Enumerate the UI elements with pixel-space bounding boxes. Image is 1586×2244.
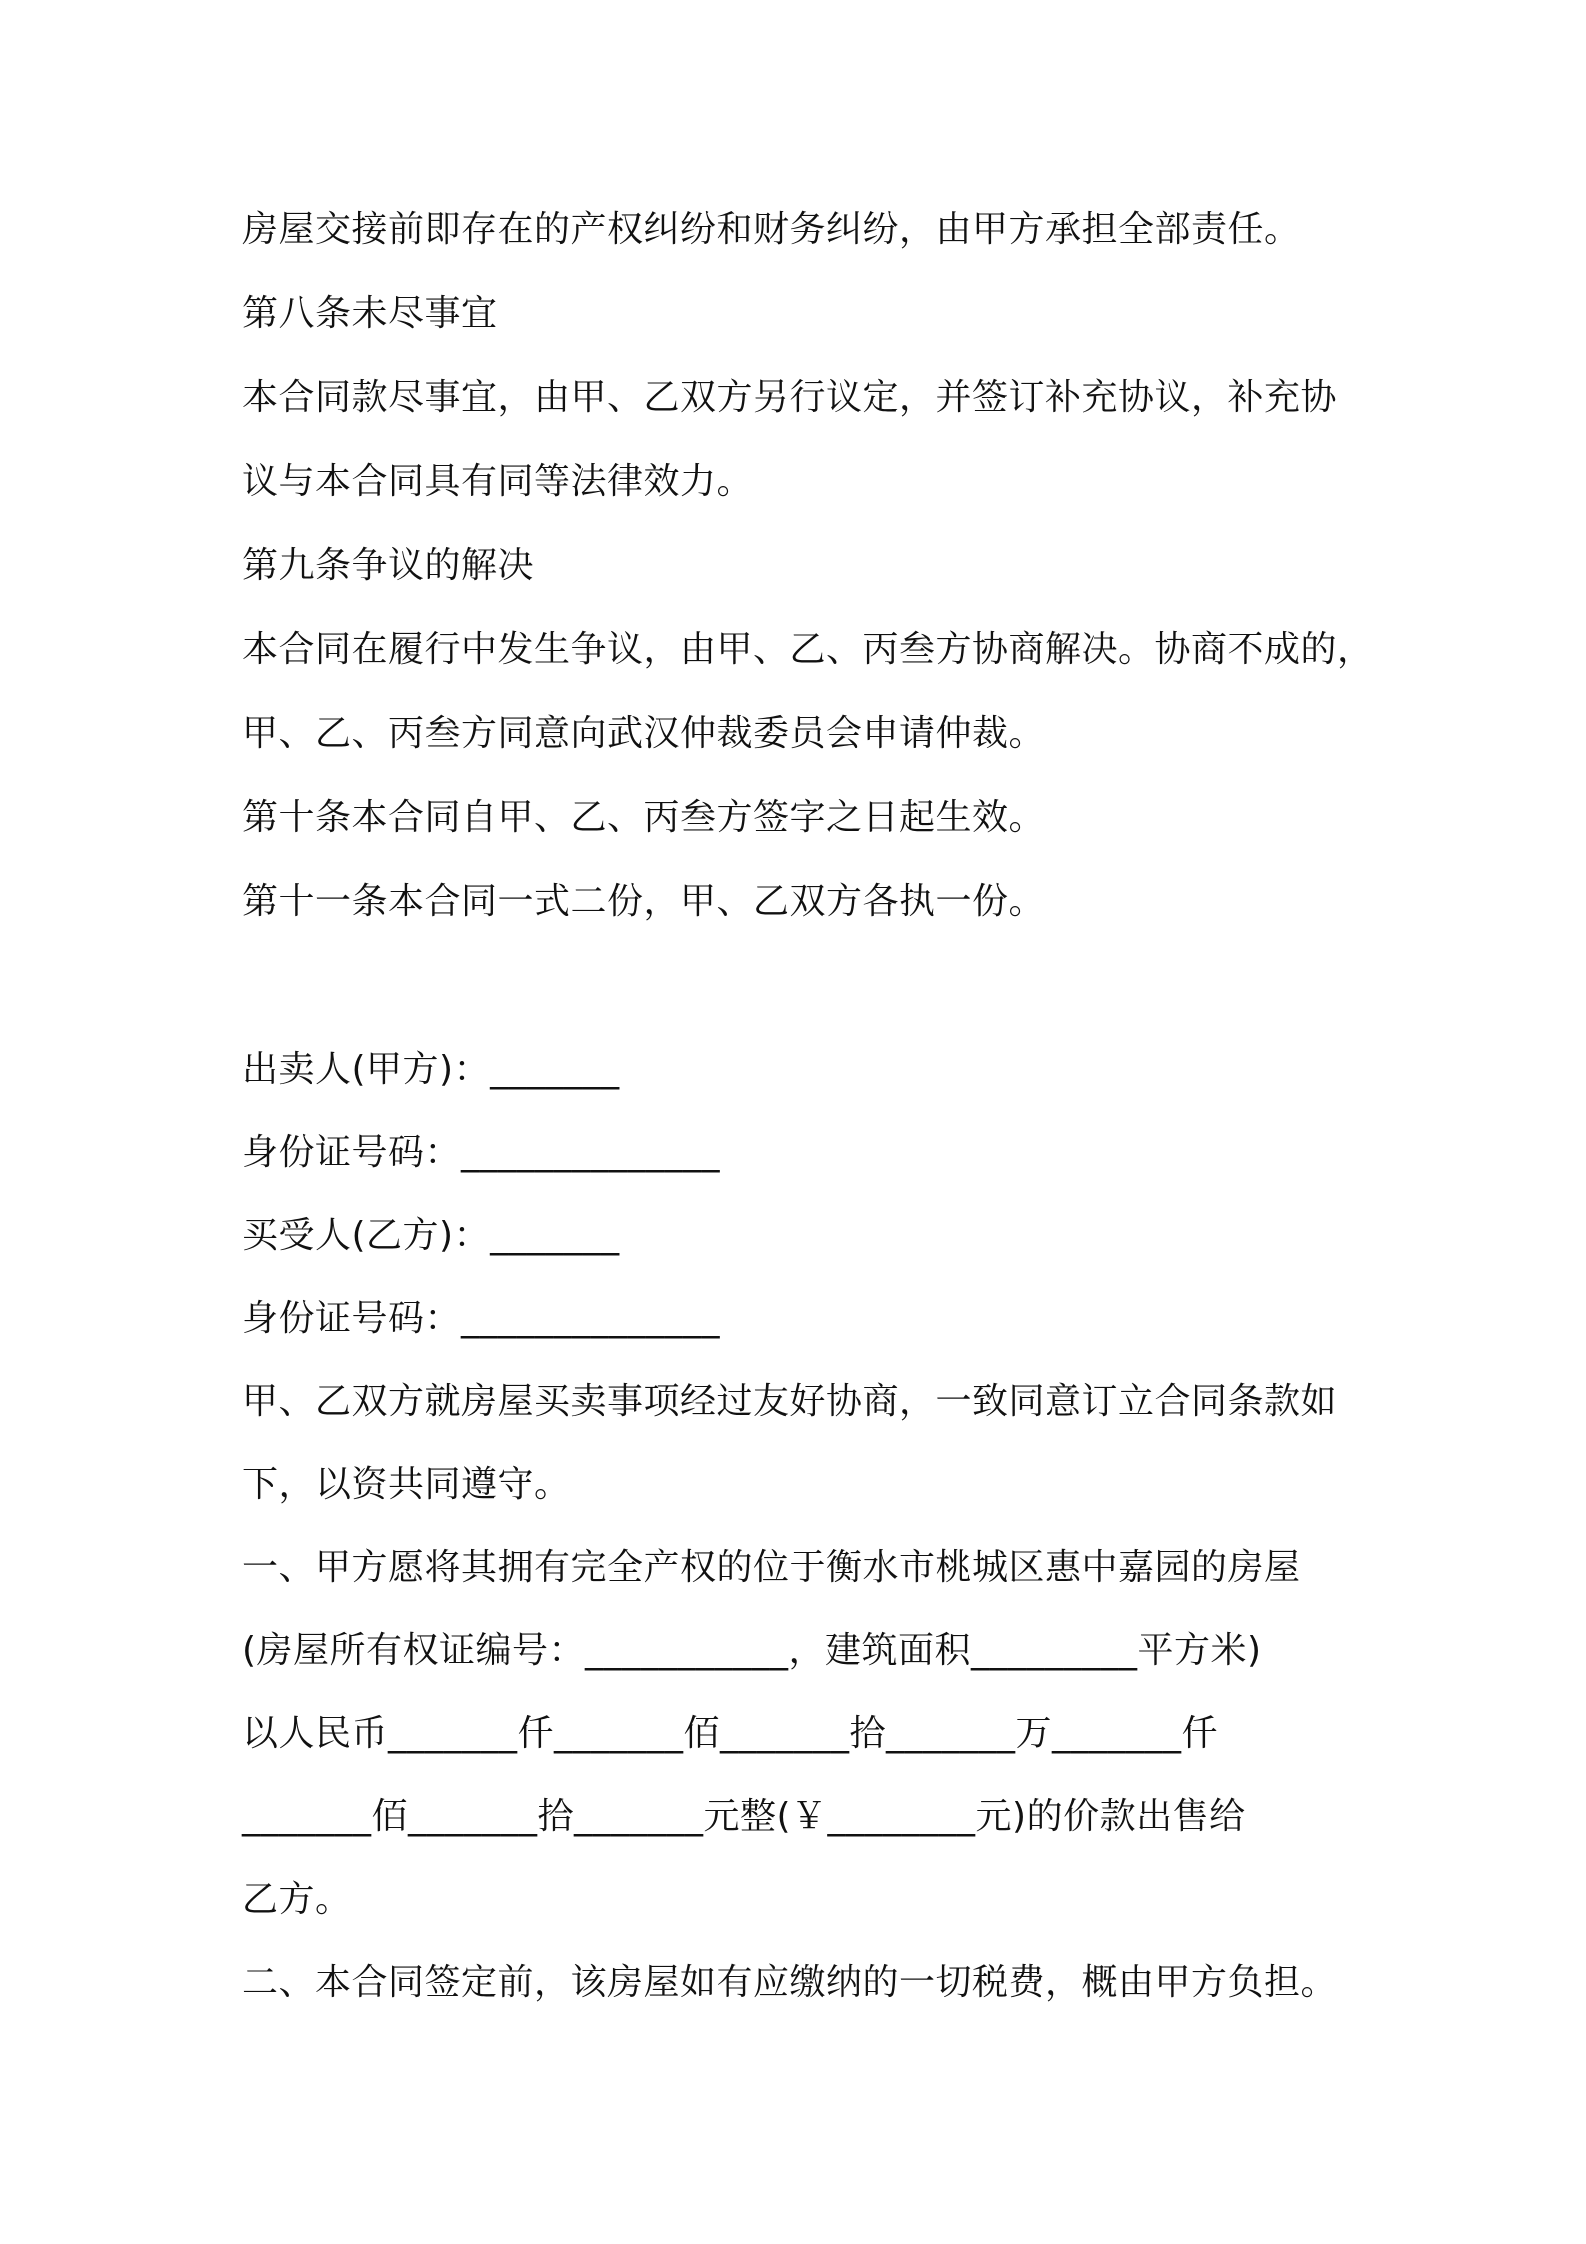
- clause-line: 一、甲方愿将其拥有完全产权的位于衡水市桃城区惠中嘉园的房屋: [242, 1547, 1301, 1588]
- clause-line: (房屋所有权证编号：___________，建筑面积_________平方米): [242, 1630, 1262, 1671]
- clause-line: _______佰_______拾_______元整(￥________元)的价款出售给: [242, 1796, 1246, 1837]
- clause-line: 乙方。: [242, 1879, 352, 1920]
- clause-line: 以人民币_______仟_______佰_______拾_______万_______仟: [242, 1713, 1219, 1754]
- buyer-id-field: 身份证号码：______________: [242, 1298, 721, 1339]
- paragraph-line: 房屋交接前即存在的产权纠纷和财务纠纷，由甲方承担全部责任。: [242, 209, 1301, 250]
- paragraph-line: 第十一条本合同一式二份，甲、乙双方各执一份。: [242, 881, 1046, 922]
- section-heading: 第九条争议的解决: [242, 545, 535, 586]
- clause-line: 二、本合同签定前，该房屋如有应缴纳的一切税费，概由甲方负担。: [242, 1962, 1338, 2003]
- paragraph-line: 议与本合同具有同等法律效力。: [242, 461, 754, 502]
- seller-id-field: 身份证号码：______________: [242, 1132, 721, 1173]
- buyer-signature-field: 买受人(乙方)：_______: [242, 1215, 620, 1256]
- paragraph-line: 第十条本合同自甲、乙、丙叁方签字之日起生效。: [242, 797, 1046, 838]
- paragraph-line: 本合同款尽事宜，由甲、乙双方另行议定，并签订补充协议，补充协: [242, 377, 1338, 418]
- paragraph-line: 本合同在履行中发生争议，由甲、乙、丙叁方协商解决。协商不成的，: [242, 629, 1374, 670]
- seller-signature-field: 出卖人(甲方)：_______: [242, 1049, 620, 1090]
- paragraph-line: 甲、乙双方就房屋买卖事项经过友好协商，一致同意订立合同条款如: [242, 1381, 1338, 1422]
- paragraph-line: 甲、乙、丙叁方同意向武汉仲裁委员会申请仲裁。: [242, 713, 1046, 754]
- paragraph-line: 下，以资共同遵守。: [242, 1464, 571, 1505]
- section-heading: 第八条未尽事宜: [242, 293, 498, 334]
